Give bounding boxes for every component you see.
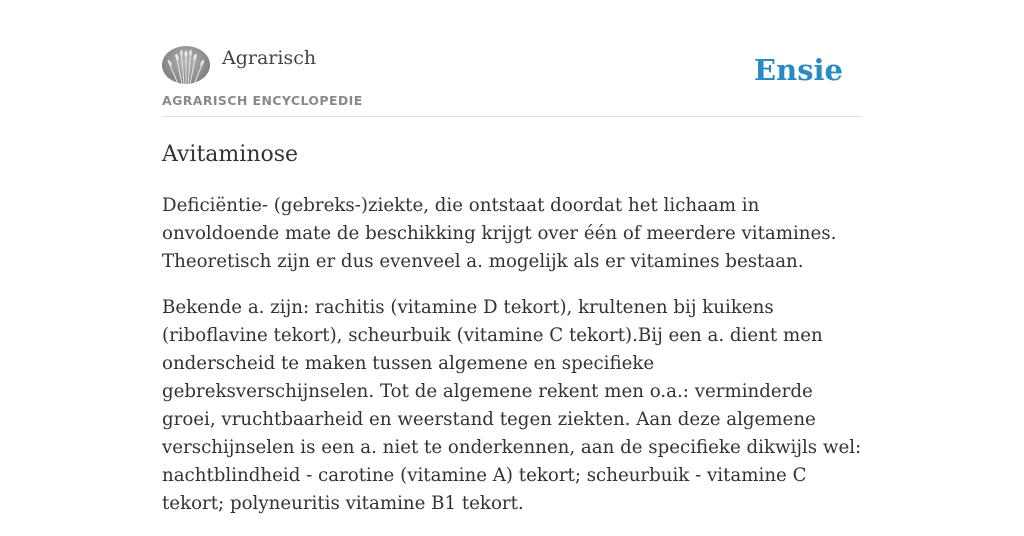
article-paragraph: Deficiëntie- (gebreks-)ziekte, die ontstaat doordat het lichaam in onvoldoende mate de beschikking krijgt over één of meerdere vitamines. Theoretisch zijn er dus evenveel a. mogelijk als er vitamines bestaan.: [162, 195, 837, 272]
page-container: [162, 0, 862, 514]
brand-logo[interactable]: Ensie: [754, 53, 843, 87]
header: [162, 0, 862, 117]
site-name[interactable]: Agrarisch: [222, 47, 317, 69]
wheat-logo-icon[interactable]: [162, 46, 210, 84]
article-paragraph: Bekende a. zijn: rachitis (vitamine D tekort), krultenen bij kuikens (riboflavine tekort), scheurbuik (vitamine C tekort).Bij een a. dient men onderscheid te maken tussen algemene en specifieke gebreksverschijnselen. Tot de algemene rekent men o.a.: verminderde groei, vruchtbaarheid en weerstand tegen ziekten. Aan deze algemene verschijnselen is een a. niet te onderkennen, aan de specifieke dikwijls wel: nachtblindheid - carotine (vitamine A) tekort; scheurbuik - vitamine C tekort; polyneuritis vitamine B1 tekort.: [162, 297, 862, 514]
article-title: Avitaminose: [162, 142, 299, 167]
site-subtitle: AGRARISCH ENCYCLOPEDIE: [162, 93, 363, 108]
article-body: [162, 192, 862, 536]
